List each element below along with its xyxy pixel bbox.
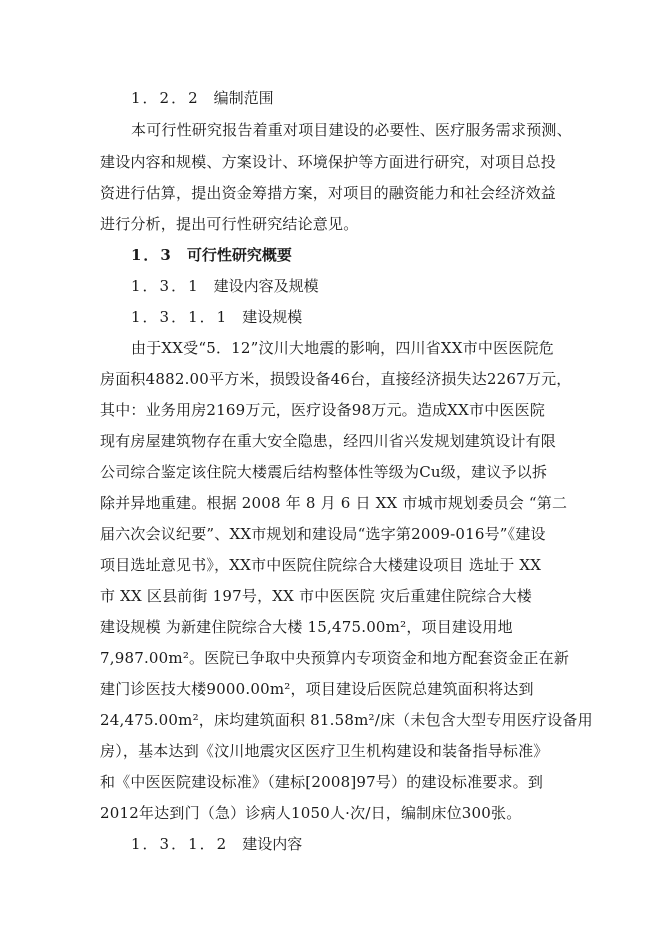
paragraph-line: 7,987.00m²。医院已争取中央预算内专项资金和地方配套资金正在新 [100,649,570,667]
paragraph-line: 现有房屋建筑物存在重大安全隐患，经四川省兴发规划建筑设计有限 [100,432,557,450]
section-heading-1-3-1 [131,276,319,296]
paragraph-line: 房面积4882.00平方米，损毁设备46台，直接经济损失达2267万元， [100,370,572,388]
section-number: 1．3．1 [131,277,200,295]
section-number: 1．3．1．2 [131,835,229,853]
section-title: 建设规模 [242,308,303,326]
paragraph-line: 和《中医医院建设标准》（建标[2008]97号）的建设标准要求。到 [100,773,544,791]
section-heading-1-3 [131,245,292,265]
paragraph-line: 项目选址意见书》，XX市中医院住院综合大楼建设项目 选址于 XX [100,556,542,574]
section-title: 建设内容 [242,835,303,853]
paragraph-line: 进行分析，提出可行性研究结论意见。 [100,215,359,233]
section-number: 1．3．1．1 [131,308,229,326]
section-heading-1-3-1-1 [131,307,302,327]
paragraph-line: 建设规模 为新建住院综合大楼 15,475.00m²，项目建设用地 [100,618,513,636]
paragraph-line: 由于XX受“5．12”汶川大地震的影响，四川省XX市中医医院危 [131,339,554,357]
section-heading-1-3-1-2 [131,834,302,854]
section-title: 建设内容及规模 [213,277,319,295]
paragraph-line: 建设内容和规模、方案设计、环境保护等方面进行研究，对项目总投 [100,153,557,171]
paragraph-line: 除并异地重建。根据 2008 年 8 月 6 日 XX 市城市规划委员会 “第二 [100,494,568,512]
paragraph-line: 市 XX 区县前街 197号，XX 市中医医院 灾后重建住院综合大楼 [100,587,532,605]
paragraph-line: 建门诊医技大楼9000.00m²，项目建设后医院总建筑面积将达到 [100,680,534,698]
paragraph-line: 其中：业务用房2169万元，医疗设备98万元。造成XX市中医医院 [100,401,546,419]
paragraph-line: 公司综合鉴定该住院大楼震后结构整体性等级为Cu级，建议予以拆 [100,463,548,481]
paragraph-line: 房），基本达到《汶川地震灾区医疗卫生机构建设和装备指导标准》 [100,742,549,760]
section-title: 可行性研究概要 [186,246,292,264]
paragraph-line: 届六次会议纪要”、XX市规划和建设局“选字第2009-016号”《建设 [100,525,546,543]
section-title: 编制范围 [213,89,274,107]
section-number: 1．3 [131,246,173,264]
paragraph-line: 2012年达到门（急）诊病人1050人·次/日，编制床位300张。 [100,804,522,822]
paragraph-line: 本可行性研究报告着重对项目建设的必要性、医疗服务需求预测、 [131,121,572,139]
paragraph-line: 24,475.00m²，床均建筑面积 81.58m²/床（未包含大型专用医疗设备用 [100,711,593,729]
section-heading-1-2-2 [131,88,274,108]
section-number: 1．2．2 [131,89,200,107]
paragraph-line: 资进行估算，提出资金筹措方案，对项目的融资能力和社会经济效益 [100,184,557,202]
